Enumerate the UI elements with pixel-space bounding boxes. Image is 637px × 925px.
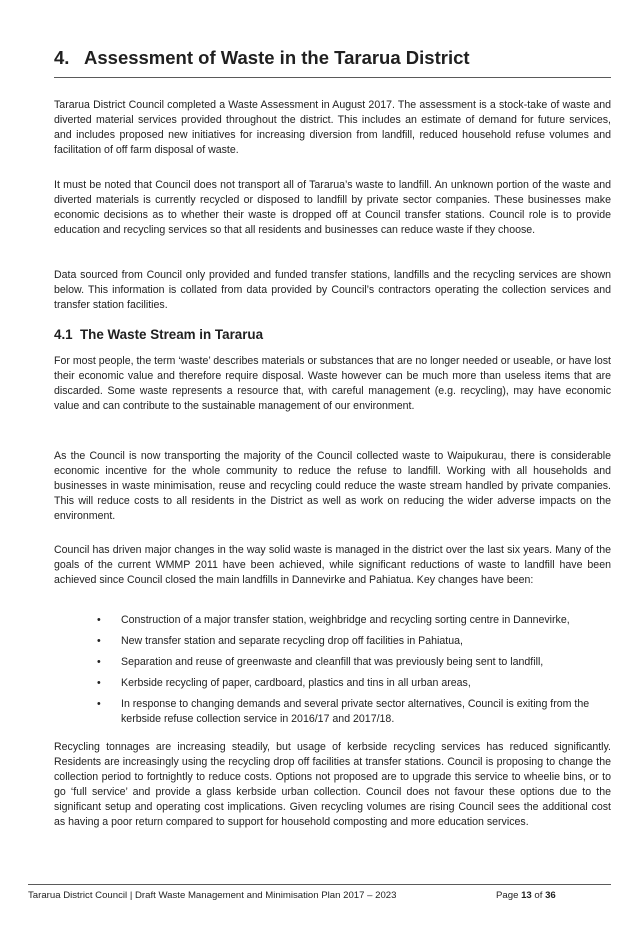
- list-item: [97, 634, 611, 649]
- list-item: [97, 697, 611, 727]
- list-item-text: Kerbside recycling of paper, cardboard, plastics and tins in all urban areas,: [121, 677, 471, 690]
- key-changes-list: [97, 613, 611, 734]
- list-item-text: New transfer station and separate recycling drop off facilities in Pahiatua,: [121, 635, 463, 648]
- list-item-text: Separation and reuse of greenwaste and cleanfill that was previously being sent to landfill,: [121, 656, 544, 669]
- page-total: 36: [545, 890, 556, 901]
- page-separator: of: [531, 890, 546, 901]
- section-number: 4.: [54, 47, 70, 68]
- section-heading: [54, 47, 470, 69]
- bullet-glyph: •: [97, 614, 101, 626]
- page-number: [496, 890, 556, 901]
- heading-divider: [54, 77, 611, 78]
- list-item-text: In response to changing demands and several private sector alternatives, Council is exiting from the kerbside refuse collection service in 2016/17 and 2017/18.: [121, 698, 590, 726]
- closing-paragraph: Recycling tonnages are increasing steadily, but usage of kerbside recycling services has reduced significantly. Residents are increasingly using the recycling drop off facilities at transfer stations. Council is proposing to change the collection period to fortnightly to reduce costs. Options not proposed are to upgrade this service to wheelie bins, or to go ‘full service’ and provide a glass kerbside urban collection. Council does not favour these options due to the significant setup and operating cost implications. Given recycling volumes are rising Council sees the additional cost as having a poor return compared to support for household composting and more education services.: [54, 741, 611, 829]
- bullet-glyph: •: [97, 635, 101, 648]
- section-title: Assessment of Waste in the Tararua District: [84, 47, 470, 68]
- bullet-glyph: •: [97, 656, 101, 669]
- body-paragraph-1: For most people, the term ‘waste’ describes materials or substances that are no longer needed or useable, or have lost their economic value and therefore require disposal. Waste however can be much more than useless items that are discarded. Some waste represents a resource that, with careful management (e.g. recycling), may have economic value and can contribute to the sustainable management of our environment.: [54, 355, 611, 413]
- subsection-number: 4.1: [54, 327, 73, 342]
- body-paragraph-2: As the Council is now transporting the majority of the Council collected waste to Waipukurau, there is considerable economic incentive for the whole community to reduce the refuse to landfill. Working with all households and businesses in waste minimisation, reuse and recycling could reduce the waste stream handled by private companies. This will reduce costs to all residents in the District as well as work on reducing the wider adverse impacts on the environment.: [54, 450, 611, 523]
- page-footer: [28, 884, 611, 901]
- footer-document-title: Tararua District Council | Draft Waste Management and Minimisation Plan 2017 – 2023: [28, 890, 397, 901]
- list-item: [97, 613, 611, 628]
- list-item: [97, 655, 611, 670]
- bullet-glyph: •: [97, 677, 101, 690]
- list-item-text: Construction of a major transfer station, weighbridge and recycling sorting centre in Dannevirke,: [121, 614, 570, 626]
- list-item: [97, 676, 611, 691]
- intro-paragraph-1: Tararua District Council completed a Waste Assessment in August 2017. The assessment is a stock-take of waste and diverted material services provided throughout the district. This includes an estimate of demand for future services, and includes proposed new initiatives for increasing diversion from landfill, reduced household refuse volumes and facilitation of off farm disposal of waste.: [54, 99, 611, 157]
- body-paragraph-3: Council has driven major changes in the way solid waste is managed in the district over the last six years. Many of the goals of the current WMMP 2011 have been achieved, while significant reductions of waste to landfill have been achieved since Council closed the main landfills in Dannevirke and Pahiatua. Key changes have been:: [54, 544, 611, 587]
- bullet-glyph: •: [97, 698, 101, 711]
- page-prefix: Page: [496, 890, 522, 901]
- subsection-heading: [54, 327, 263, 342]
- intro-paragraph-3: Data sourced from Council only provided and funded transfer stations, landfills and the recycling services are shown below. This information is collated from data provided by Council’s contractors operating the collection services and transfer station facilities.: [54, 269, 611, 312]
- subsection-title: The Waste Stream in Tararua: [80, 327, 264, 342]
- intro-paragraph-2: It must be noted that Council does not transport all of Tararua’s waste to landfill. An unknown portion of the waste and diverted materials is currently recycled or disposed to landfill by private sector companies. These businesses make economic decisions as to whether their waste is dropped off at Council transfer stations. Council role is to provide education and recycling services so that all residents and businesses can reduce waste if they choose.: [54, 179, 611, 237]
- page-current: 13: [521, 890, 532, 901]
